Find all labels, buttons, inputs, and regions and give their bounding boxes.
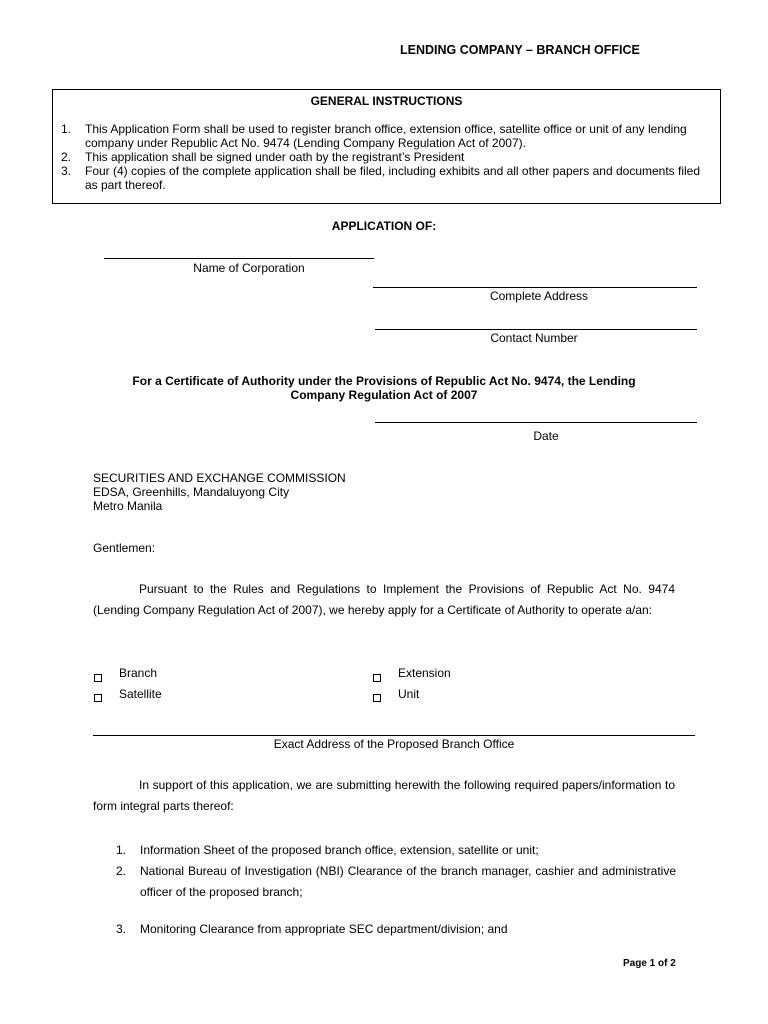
application-of-title: APPLICATION OF: [331, 219, 437, 233]
date-label: Date [533, 429, 559, 443]
document-header-title: LENDING COMPANY – BRANCH OFFICE [400, 43, 640, 57]
proposed-branch-address-label: Exact Address of the Proposed Branch Office [273, 737, 515, 751]
unit-option-label: Unit [398, 687, 420, 701]
support-paragraph: In support of this application, we are submitting herewith the following required papers/information to form integral parts thereof: [93, 778, 675, 813]
contact-number-label: Contact Number [490, 331, 578, 345]
page-number: Page 1 of 2 [623, 958, 676, 969]
requirement-text: National Bureau of Investigation (NBI) Clearance of the branch manager, cashier and administrative officer of the proposed branch; [140, 864, 676, 899]
name-of-corporation-line[interactable] [104, 258, 374, 259]
requirement-text: Information Sheet of the proposed branch office, extension, satellite or unit; [140, 843, 539, 857]
extension-checkbox[interactable] [373, 674, 381, 682]
contact-number-line[interactable] [375, 329, 697, 330]
addressee-city: Metro Manila [93, 499, 163, 513]
requirement-number: 2. [116, 864, 127, 878]
instruction-number: 3. [61, 164, 72, 178]
extension-option-label: Extension [398, 666, 451, 680]
requirement-number: 3. [116, 922, 127, 936]
instruction-text: Four (4) copies of the complete application shall be filed, including exhibits and all other papers and documents filed as part thereof. [85, 164, 701, 192]
general-instructions-title: GENERAL INSTRUCTIONS [310, 94, 463, 108]
instruction-text: This application shall be signed under oath by the registrant’s President [85, 150, 465, 164]
name-of-corporation-label: Name of Corporation [193, 261, 305, 275]
instruction-item [61, 150, 701, 164]
date-line[interactable] [375, 422, 697, 423]
branch-option-label: Branch [119, 666, 158, 680]
salutation: Gentlemen: [93, 541, 156, 555]
addressee-name: SECURITIES AND EXCHANGE COMMISSION [93, 471, 346, 485]
requirements-list [116, 840, 676, 940]
unit-checkbox[interactable] [373, 694, 381, 702]
satellite-option-label: Satellite [119, 687, 162, 701]
proposed-branch-address-line[interactable] [93, 735, 695, 736]
pursuant-paragraph: Pursuant to the Rules and Regulations to Implement the Provisions of Republic Act No. 9474 (Lending Company Regulation Act of 2007), we hereby apply for a Certificate of Authority to operate a/an: [93, 582, 675, 617]
requirement-item [116, 840, 676, 861]
general-instructions-box [52, 89, 721, 204]
requirement-text: Monitoring Clearance from appropriate SEC department/division; and [140, 922, 508, 936]
requirement-item [116, 861, 676, 903]
branch-checkbox[interactable] [94, 674, 102, 682]
general-instructions-list [61, 122, 701, 192]
instruction-text: This Application Form shall be used to register branch office, extension office, satellite office or unit of any lending company under Republic Act No. 9474 (Lending Company Regulation Act of 2007). [85, 122, 687, 150]
satellite-checkbox[interactable] [94, 694, 102, 702]
addressee-street: EDSA, Greenhills, Mandaluyong City [93, 485, 290, 499]
instruction-number: 1. [61, 122, 72, 136]
requirement-number: 1. [116, 843, 127, 857]
instruction-number: 2. [61, 150, 72, 164]
instruction-item [61, 122, 701, 150]
requirement-item [116, 919, 676, 940]
certificate-authority-heading: For a Certificate of Authority under the Provisions of Republic Act No. 9474, the Lending Company Regulation Act of 2007 [132, 374, 636, 402]
instruction-item [61, 164, 701, 192]
complete-address-line[interactable] [373, 287, 697, 288]
complete-address-label: Complete Address [489, 289, 589, 303]
